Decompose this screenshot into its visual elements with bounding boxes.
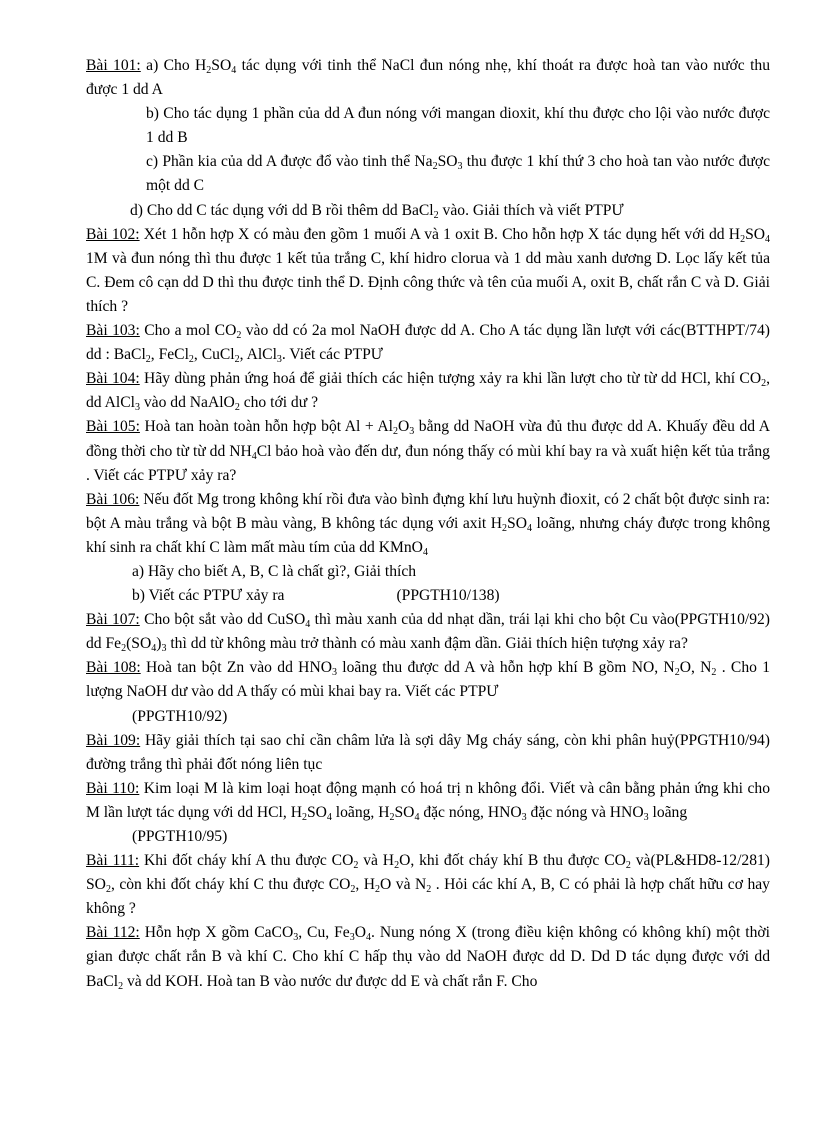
problem-paragraph bbox=[86, 415, 770, 487]
problem-paragraph bbox=[86, 319, 770, 367]
problem-label: Bài 107: bbox=[86, 611, 140, 629]
problem-text: Hỗn hợp X gồm CaCO$_3$, Cu, $Fe_3O_4$. Nung nóng X (trong điều kiện không có không khí) một thời gian được chất rắn B và khí C. Cho khí C hấp thụ vào dd NaOH được dd D. Dd D tác dụng được với dd BaCl$_2$ và dd KOH. Hoà tan B vào nước dư được dd E và chất rắn F. Cho bbox=[86, 924, 771, 992]
source-reference: (PPGTH10/92) bbox=[674, 611, 770, 629]
problem-text: Cho bột sắt vào dd CuSO$_4$ thì màu xanh của dd nhạt dần, trái lại khi cho bột Cu vào dd $Fe_2(SO_4)_3$ thì dd từ không màu trở thành có màu xanh đậm dần. Giải thích hiện tượng xảy ra? bbox=[86, 611, 688, 655]
problem-text: a) Hãy cho biết A, B, C là chất gì?, Giải thích bbox=[132, 562, 417, 580]
problem-label: Bài 112: bbox=[86, 924, 140, 942]
problem-label: Bài 106: bbox=[86, 490, 140, 508]
problem-text: d) Cho dd C tác dụng với dd B rồi thêm dd BaCl$_2$ vào. Giải thích và viết PTPƯ bbox=[130, 201, 624, 221]
problem-text: Cho a mol $CO_2$ vào dd có 2a mol NaOH được dd A. Cho A tác dụng lần lượt với các dd : BaCl$_2$, FeCl$_2$, CuCl$_2$, AlCl$_3$. Viết các PTPƯ bbox=[86, 322, 681, 366]
problem-subpart bbox=[86, 705, 770, 729]
problem-text: Hãy dùng phản ứng hoá để giải thích các hiện tượng xảy ra khi lần lượt cho từ từ dd HCl, khí $CO_2$, dd AlCl$_3$ vào dd NaAlO$_2$ cho tới dư ? bbox=[86, 370, 770, 414]
problem-paragraph bbox=[86, 849, 770, 921]
problem-subpart bbox=[86, 102, 770, 150]
document-page bbox=[86, 54, 770, 994]
problem-text: b) Cho tác dụng 1 phần của dd A đun nóng với mangan dioxit, khí thu được cho lội vào nước được 1 dd B bbox=[146, 105, 770, 147]
problem-label: Bài 102: bbox=[86, 225, 140, 243]
problem-paragraph bbox=[86, 54, 770, 102]
problem-paragraph bbox=[86, 656, 770, 704]
problem-text: Hãy giải thích tại sao chỉ cần châm lửa là sợi dây Mg cháy sáng, còn khi phân huỷ đường trắng thì phải đốt nóng liên tục bbox=[86, 731, 675, 773]
problem-subpart bbox=[86, 560, 770, 584]
problem-text: c) Phần kia của dd A được đổ vào tinh thể $Na_2SO_3$ thu được 1 khí thứ 3 cho hoà tan vào nước được một dd C bbox=[146, 153, 770, 195]
problem-text: Xét 1 hỗn hợp X có màu đen gồm 1 muối A và 1 oxit B. Cho hỗn hợp X tác dụng hết với dd $H_2SO_4$ 1M và đun nóng thì thu được 1 kết tủa trắng C, khí hidro clorua và 1 dd màu xanh dương D. Lọc lấy kết tủa C. Đem cô cạn dd D thì thu được tinh thể D. Định công thức và tên của muối A, oxit B, chất rắn C và D. Giải thích ? bbox=[86, 225, 771, 315]
problem-text: (PPGTH10/95) bbox=[132, 828, 228, 845]
problem-subpart bbox=[86, 825, 770, 849]
problem-text: (PPGTH10/92) bbox=[132, 707, 228, 725]
problem-label: Bài 108: bbox=[86, 659, 141, 677]
problem-label: Bài 110: bbox=[86, 779, 140, 797]
problem-subpart bbox=[86, 584, 770, 608]
problem-text: Kim loại M là kim loại hoạt động mạnh có hoá trị n không đổi. Viết và cân bằng phản ứng khi cho M lần lượt tác dụng với dd HCl, $H_2SO_4$ loãng, $H_2SO_4$ đặc nóng, $HNO_3$ đặc nóng và $HNO_3$ loãng bbox=[86, 779, 770, 823]
problem-subpart bbox=[86, 150, 770, 198]
source-reference: (BTTHPT/74) bbox=[680, 322, 770, 340]
problem-label: Bài 109: bbox=[86, 731, 141, 749]
source-reference: (PPGTH10/94) bbox=[674, 731, 770, 749]
problem-label: Bài 104: bbox=[86, 370, 140, 388]
source-reference: (PL&HD8-12/281) bbox=[650, 852, 770, 870]
source-reference: (PPGTH10/138) bbox=[396, 587, 500, 605]
problem-paragraph bbox=[86, 488, 770, 560]
problem-paragraph bbox=[86, 921, 770, 993]
problem-text: Hoà tan bột Zn vào dd $HNO_3$ loãng thu được dd A và hỗn hợp khí B gồm NO, $N_2O$, $N_2$ . Cho 1 lượng NaOH dư vào dd A thấy có mùi khai bay ra. Viết các PTPƯ bbox=[86, 659, 771, 701]
problem-label: Bài 111: bbox=[86, 852, 140, 870]
problem-paragraph bbox=[86, 777, 770, 825]
problem-paragraph bbox=[86, 608, 770, 656]
problem-label: Bài 103: bbox=[86, 322, 140, 340]
problem-label: Bài 105: bbox=[86, 418, 140, 436]
problem-text: a) Cho $H_2SO_4$ tác dụng với tinh thể NaCl đun nóng nhẹ, khí thoát ra được hoà tan vào nước thu được 1 dd A bbox=[86, 57, 770, 99]
problem-paragraph bbox=[86, 729, 770, 777]
problem-text: b) Viết các PTPƯ xảy ra bbox=[132, 587, 285, 605]
problem-text: Khi đốt cháy khí A thu được $CO_2$ và $H_2O$, khi đốt cháy khí B thu được $CO_2$ và $SO_2$, còn khi đốt cháy khí C thu được $CO_2$, $H_2O$ và $N_2$ . Hỏi các khí A, B, C có phải là hợp chất hữu cơ hay không ? bbox=[86, 852, 770, 918]
problem-subpart bbox=[86, 199, 770, 223]
problem-text: Nếu đốt Mg trong không khí rồi đưa vào bình đựng khí lưu huỳnh đioxit, có 2 chất bột được sinh ra: bột A màu trắng và bột B màu vàng, B không tác dụng với axit $H_2SO_4$ loãng, nhưng cháy được trong không khí sinh ra chất khí C làm mất màu tím của dd KMnO$_4$ bbox=[86, 490, 771, 558]
problem-text: Hoà tan hoàn toàn hỗn hợp bột $Al + Al_2O_3$ bằng dd NaOH vừa đủ thu được dd A. Khuấy đều dd A đồng thời cho từ từ dd $NH_4Cl$ bảo hoà vào đến dư, đun nóng thấy có mùi khí bay ra và xuất hiện kết tủa trắng . Viết các PTPƯ xảy ra? bbox=[86, 418, 770, 484]
problem-paragraph bbox=[86, 223, 770, 319]
problem-paragraph bbox=[86, 367, 770, 415]
problem-label: Bài 101: bbox=[86, 57, 141, 74]
